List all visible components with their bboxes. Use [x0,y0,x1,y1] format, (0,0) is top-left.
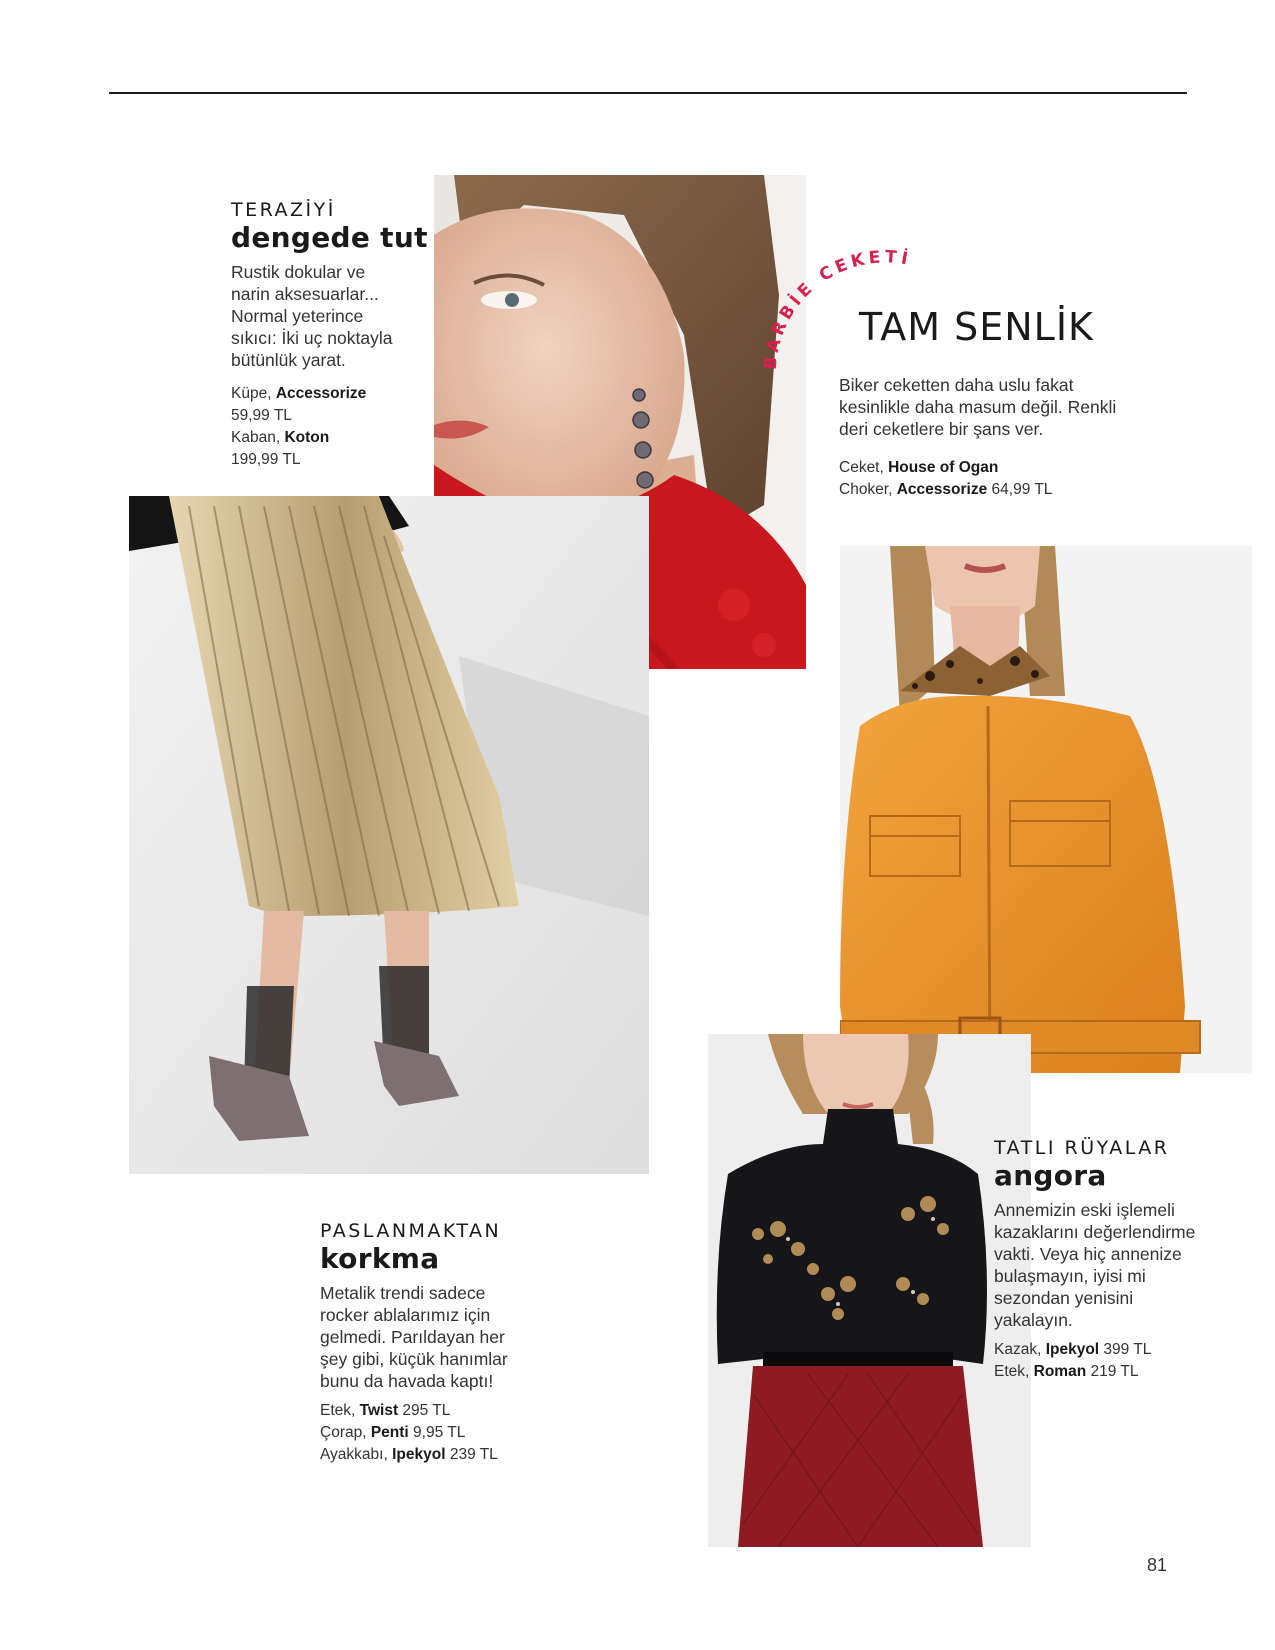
tatli-body-line: kazaklarını değerlendirme [994,1222,1196,1242]
orange-jacket-illustration [840,546,1252,1073]
tatli-body-line: sezondan yenisini [994,1288,1134,1308]
credit-line [994,1361,1151,1383]
terazi-credits [231,383,366,471]
page-number: 81 [1147,1555,1168,1575]
top-rule [109,92,1187,94]
paslan-body-line: Metalik trendi sadece [320,1283,486,1303]
terazi-body-line: sıkıcı: İki uç noktayla [231,328,393,348]
credit-line [231,449,366,471]
credit-line [320,1422,498,1444]
credit-line [839,457,1052,479]
paslan-kicker: PASLANMAKTAN [320,1220,502,1242]
credit-brand: Koton [284,429,330,446]
credit-item: Choker, [839,481,897,498]
paslan-body-line: rocker ablalarımız için [320,1305,491,1325]
terazi-body-line: bütünlük yarat. [231,350,346,370]
tatli-body-line: vakti. Veya hiç annenize [994,1244,1182,1264]
credit-line [320,1444,498,1466]
barbie-body-line: deri ceketlere bir şans ver. [839,419,1044,439]
credit-line [231,427,366,449]
credit-line [231,383,366,405]
credit-price: 64,99 TL [987,481,1053,498]
credit-item: Kazak, [994,1341,1046,1358]
paslan-credits [320,1400,498,1466]
tatli-headline: angora [994,1159,1107,1192]
credit-line [320,1400,498,1422]
credit-item: Etek, [320,1402,360,1419]
credit-brand: Accessorize [275,385,367,402]
photo-orange-jacket [840,546,1252,1073]
credit-brand: Ipekyol [1045,1341,1100,1358]
terazi-body [231,261,431,371]
black-sweater-illustration [708,1034,1031,1547]
barbie-headline: TAM SENLİK [859,305,1094,349]
paslan-body [320,1282,550,1392]
credit-item: Ayakkabı, [320,1446,393,1463]
tatli-body-line: Annemizin eski işlemeli [994,1200,1175,1220]
credit-brand: House of Ogan [888,459,999,476]
photo-metallic-skirt [129,496,649,1174]
tatli-body [994,1199,1244,1331]
credit-price: 399 TL [1099,1341,1152,1358]
terazi-body-line: Normal yeterince [231,306,364,326]
credit-price: 59,99 TL [231,407,292,424]
barbie-credits [839,457,1052,501]
terazi-body-line: narin aksesuarlar... [231,284,379,304]
paslan-body-line: şey gibi, küçük hanımlar [320,1349,508,1369]
terazi-body-line: Rustik dokular ve [231,262,366,282]
terazi-headline: dengede tut [231,221,428,254]
credit-brand: Roman [1033,1363,1087,1380]
paslan-headline: korkma [320,1242,440,1275]
credit-price: 9,95 TL [408,1424,466,1441]
paslan-body-line: gelmedi. Parıldayan her [320,1327,505,1347]
credit-item: Ceket, [839,459,889,476]
tatli-body-line: yakalayın. [994,1310,1073,1330]
credit-item: Etek, [994,1363,1034,1380]
photo-black-sweater [708,1034,1031,1547]
credit-price: 199,99 TL [231,451,301,468]
credit-price: 239 TL [445,1446,498,1463]
barbie-body-line: kesinlikle daha masum değil. Renkli [839,397,1117,417]
tatli-credits [994,1339,1151,1383]
credit-brand: Accessorize [896,481,988,498]
credit-item: Küpe, [231,385,276,402]
credit-price: 219 TL [1086,1363,1139,1380]
tatli-body-line: bulaşmayın, iyisi mi [994,1266,1146,1286]
credit-price: 295 TL [398,1402,451,1419]
barbie-arc-textpath: BARBİE CEKETİ [760,247,914,371]
paslan-body-line: bunu da havada kaptı! [320,1371,494,1391]
credit-item: Kaban, [231,429,285,446]
credit-brand: Penti [370,1424,409,1441]
barbie-body [839,374,1169,440]
credit-line [231,405,366,427]
barbie-body-line: Biker ceketten daha uslu fakat [839,375,1074,395]
credit-brand: Ipekyol [392,1446,446,1463]
credit-line [839,479,1052,501]
credit-line [994,1339,1151,1361]
credit-brand: Twist [359,1402,399,1419]
tatli-kicker: TATLI RÜYALAR [994,1137,1170,1159]
terazi-kicker: TERAZİYİ [231,199,336,221]
metallic-skirt-illustration [129,496,649,1174]
credit-item: Çorap, [320,1424,371,1441]
